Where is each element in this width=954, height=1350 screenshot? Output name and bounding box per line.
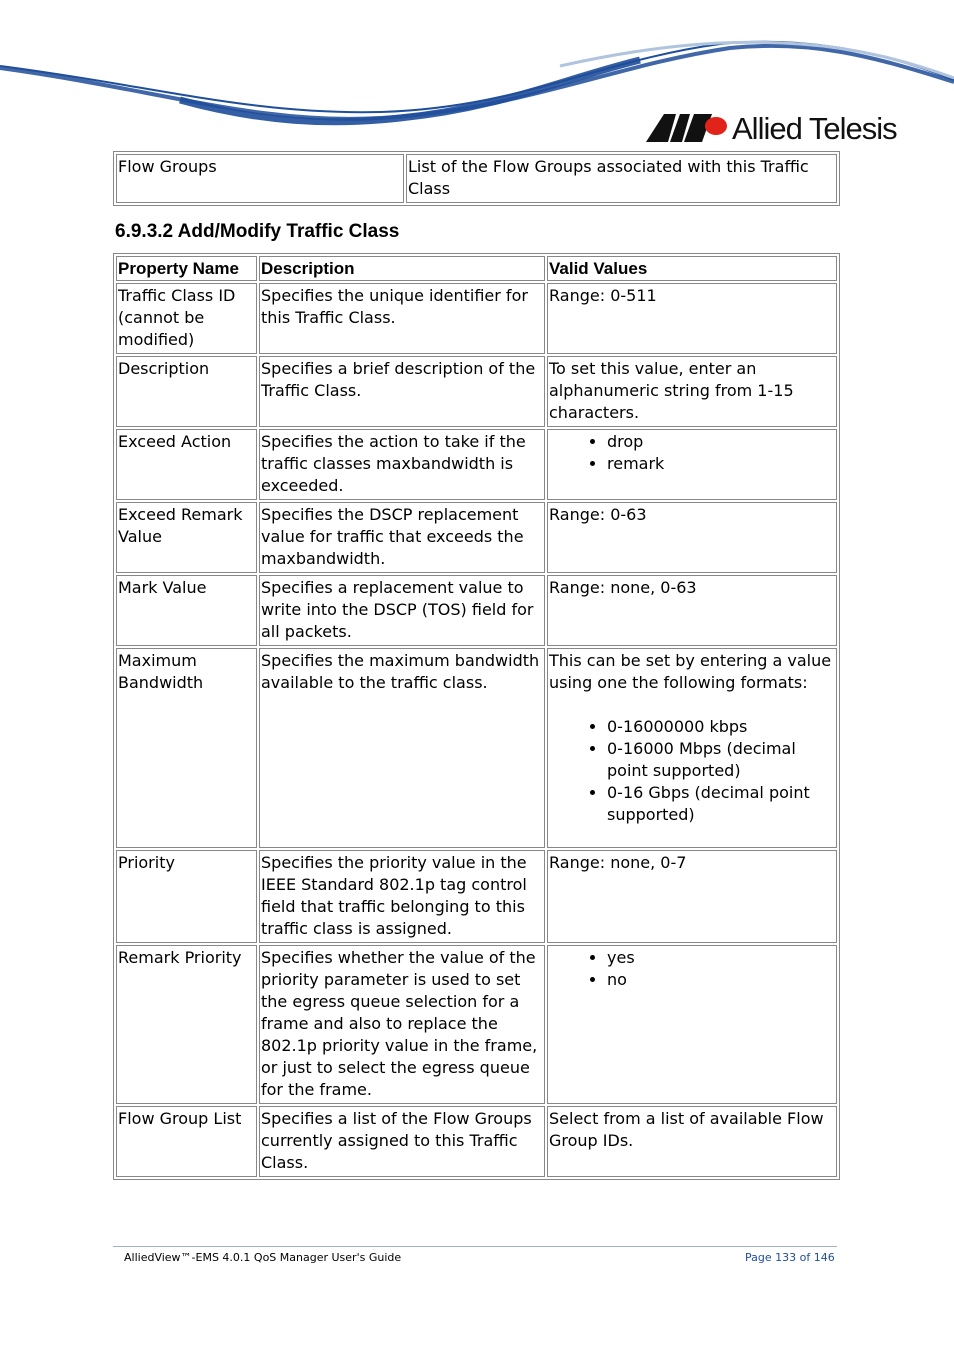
footer-divider xyxy=(113,1246,837,1247)
list-item: • 0-16 Gbps (decimal point supported) xyxy=(607,782,835,826)
description-cell: Specifies whether the value of the priority parameter is used to set the egress queue selection for a frame and also to replace the 802.1p priority value in the frame, or just to select the egress queue for the frame. xyxy=(259,945,545,1104)
description-cell: Specifies a replacement value to write into the DSCP (TOS) field for all packets. xyxy=(259,575,545,646)
valid-values-cell: To set this value, enter an alphanumeric string from 1-15 characters. xyxy=(547,356,837,427)
valid-values-list xyxy=(549,716,835,826)
valid-values-cell xyxy=(547,429,837,500)
flow-groups-table xyxy=(113,151,840,206)
property-name-cell: Maximum Bandwidth xyxy=(116,648,257,848)
footer-document-title: AlliedView™-EMS 4.0.1 QoS Manager User's Guide xyxy=(124,1251,402,1264)
table-row xyxy=(116,502,837,573)
traffic-class-properties-table xyxy=(113,253,840,1180)
table-row xyxy=(116,850,837,943)
footer-page-number: Page 133 of 146 xyxy=(745,1251,835,1264)
valid-values-intro: This can be set by entering a value using one the following formats: xyxy=(549,651,832,692)
allied-telesis-logo xyxy=(646,108,897,148)
table-header-row xyxy=(116,256,837,281)
property-name-cell: Description xyxy=(116,356,257,427)
property-name-cell: Priority xyxy=(116,850,257,943)
column-header-property-name: Property Name xyxy=(116,256,257,281)
list-item: • yes xyxy=(607,947,835,969)
description-cell: Specifies the priority value in the IEEE Standard 802.1p tag control field that traffic belonging to this traffic class is assigned. xyxy=(259,850,545,943)
description-cell: Specifies the DSCP replacement value for traffic that exceeds the maxbandwidth. xyxy=(259,502,545,573)
table-row xyxy=(116,648,837,848)
logo-text: Allied Telesis xyxy=(732,110,897,146)
property-name-cell: Exceed Action xyxy=(116,429,257,500)
list-item: • drop xyxy=(607,431,835,453)
valid-values-cell xyxy=(547,945,837,1104)
description-cell: Specifies a list of the Flow Groups currently assigned to this Traffic Class. xyxy=(259,1106,545,1177)
list-item: • remark xyxy=(607,453,835,475)
table-row xyxy=(116,1106,837,1177)
property-name-cell: Mark Value xyxy=(116,575,257,646)
list-item: • 0-16000000 kbps xyxy=(607,716,835,738)
property-name-cell: Exceed Remark Value xyxy=(116,502,257,573)
description-cell: Specifies the unique identifier for this Traffic Class. xyxy=(259,283,545,354)
property-name-cell: Remark Priority xyxy=(116,945,257,1104)
section-heading: 6.9.3.2 Add/Modify Traffic Class xyxy=(115,221,400,242)
property-name-cell: Flow Group List xyxy=(116,1106,257,1177)
valid-values-cell: Range: 0-511 xyxy=(547,283,837,354)
table-row xyxy=(116,575,837,646)
table-row xyxy=(116,945,837,1104)
description-cell: List of the Flow Groups associated with this Traffic Class xyxy=(406,154,837,203)
valid-values-cell: Range: none, 0-63 xyxy=(547,575,837,646)
list-item: • no xyxy=(607,969,835,991)
list-item: • 0-16000 Mbps (decimal point supported) xyxy=(607,738,835,782)
column-header-valid-values: Valid Values xyxy=(547,256,837,281)
description-cell: Specifies the maximum bandwidth available to the traffic class. xyxy=(259,648,545,848)
valid-values-cell: Range: none, 0-7 xyxy=(547,850,837,943)
description-cell: Specifies the action to take if the traffic classes maxbandwidth is exceeded. xyxy=(259,429,545,500)
description-cell: Specifies a brief description of the Traffic Class. xyxy=(259,356,545,427)
table-row xyxy=(116,356,837,427)
table-row xyxy=(116,283,837,354)
valid-values-cell xyxy=(547,648,837,848)
allied-telesis-logo-icon xyxy=(646,114,728,142)
table-row xyxy=(116,154,837,203)
valid-values-cell: Range: 0-63 xyxy=(547,502,837,573)
valid-values-list xyxy=(549,431,835,475)
valid-values-list xyxy=(549,947,835,991)
valid-values-cell: Select from a list of available Flow Group IDs. xyxy=(547,1106,837,1177)
property-cell: Flow Groups xyxy=(116,154,404,203)
table-row xyxy=(116,429,837,500)
property-name-cell: Traffic Class ID (cannot be modified) xyxy=(116,283,257,354)
column-header-description: Description xyxy=(259,256,545,281)
